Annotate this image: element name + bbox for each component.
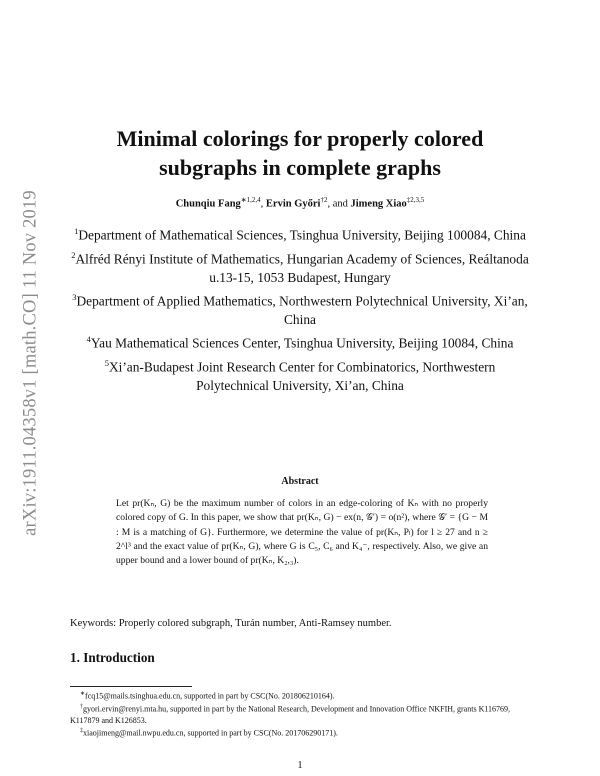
author-name: Chunqiu Fang <box>175 198 241 210</box>
author-name: Jimeng Xiao <box>350 198 407 210</box>
footnote-list <box>70 689 532 739</box>
affiliation <box>70 222 530 245</box>
author-marks: ‡2,3,5 <box>406 196 425 204</box>
footnote-divider <box>70 686 192 687</box>
affiliation-text: Yau Mathematical Sciences Center, Tsinghua University, Beijing 10084, China <box>90 335 514 351</box>
abstract-body: Let pr(Kₙ, G) be the maximum number of colors in an edge-coloring of Kₙ with no properly colored copy of G. In this paper, we show that pr(Kₙ, G) − ex(n, 𝒢′) = o(n²), where 𝒢′ = {G − M : M is a matching of G}. Furthermore, we determine the value of pr(Kₙ, Pₗ) for l ≥ 27 and n ≥ 2^l³ and the exact value of pr(Kₙ, G), where G is C₅, C₆ and K₄⁻, respectively. Also, we give an upper bound and a lower bound of pr(Kₙ, K₂,₃). <box>116 498 488 567</box>
footnote <box>70 702 532 726</box>
affiliation-text: Department of Mathematical Sciences, Tsinghua University, Beijing 100084, China <box>78 227 526 243</box>
author-separator: , and <box>327 198 351 210</box>
author-separator: , <box>260 198 266 210</box>
affiliation-text: Department of Applied Mathematics, Northwestern Polytechnical University, Xi’an, China <box>76 293 528 328</box>
affiliation-number: 5 <box>104 358 109 369</box>
affiliation <box>70 246 530 288</box>
affiliation-number: 4 <box>86 334 91 345</box>
footnote-mark: † <box>80 703 83 710</box>
affiliation-number: 3 <box>72 292 77 303</box>
footnote <box>70 689 532 702</box>
author-marks: †2 <box>320 196 328 204</box>
author-marks: ∗1,2,4 <box>240 196 261 204</box>
title-line-2: subgraphs in complete graphs <box>159 155 441 180</box>
title-line-1: Minimal colorings for properly colored <box>116 126 484 151</box>
affiliation <box>70 288 530 330</box>
affiliation-text: Alfréd Rényi Institute of Mathematics, Hungarian Academy of Sciences, Reáltanoda u.13-15, 1053 Budapest, Hungary <box>75 251 529 285</box>
affiliation-text: Xi’an-Budapest Joint Research Center for Combinatorics, Northwestern Polytechnical University, Xi’an, China <box>108 359 496 394</box>
arxiv-identifier-text: arXiv:1911.04358v1 [math.CO] 11 Nov 2019 <box>20 190 41 536</box>
author-list <box>70 196 530 210</box>
footnote-text: xiaojimeng@mail.nwpu.edu.cn, supported in part by CSC(No. 201706290171). <box>83 728 338 738</box>
author-name: Ervin Győri <box>265 198 321 210</box>
abstract-heading: Abstract <box>281 476 319 487</box>
page-number: 1 <box>297 760 303 771</box>
section-heading-introduction: 1. Introduction <box>70 650 155 665</box>
footnote <box>70 726 532 739</box>
affiliation-number: 1 <box>74 226 79 236</box>
arxiv-identifier <box>18 168 44 558</box>
footnote-mark: ‡ <box>80 727 83 734</box>
footnote-mark: ∗ <box>80 691 86 697</box>
affiliation <box>70 330 530 353</box>
footnote-text: gyori.ervin@renyi.mta.hu, supported in part by the National Research, Development and Innovation Office NKFIH, grants K116769, K117879 and K126853. <box>70 704 511 725</box>
affiliation <box>70 354 530 396</box>
affiliation-number: 2 <box>71 249 76 260</box>
footnote-text: fcq15@mails.tsinghua.edu.cn, supported in part by CSC(No. 201806210164). <box>85 691 335 701</box>
paper-title <box>70 124 530 182</box>
affiliation-list <box>70 222 530 396</box>
keywords-line: Keywords: Properly colored subgraph, Turán number, Anti-Ramsey number. <box>70 618 392 629</box>
